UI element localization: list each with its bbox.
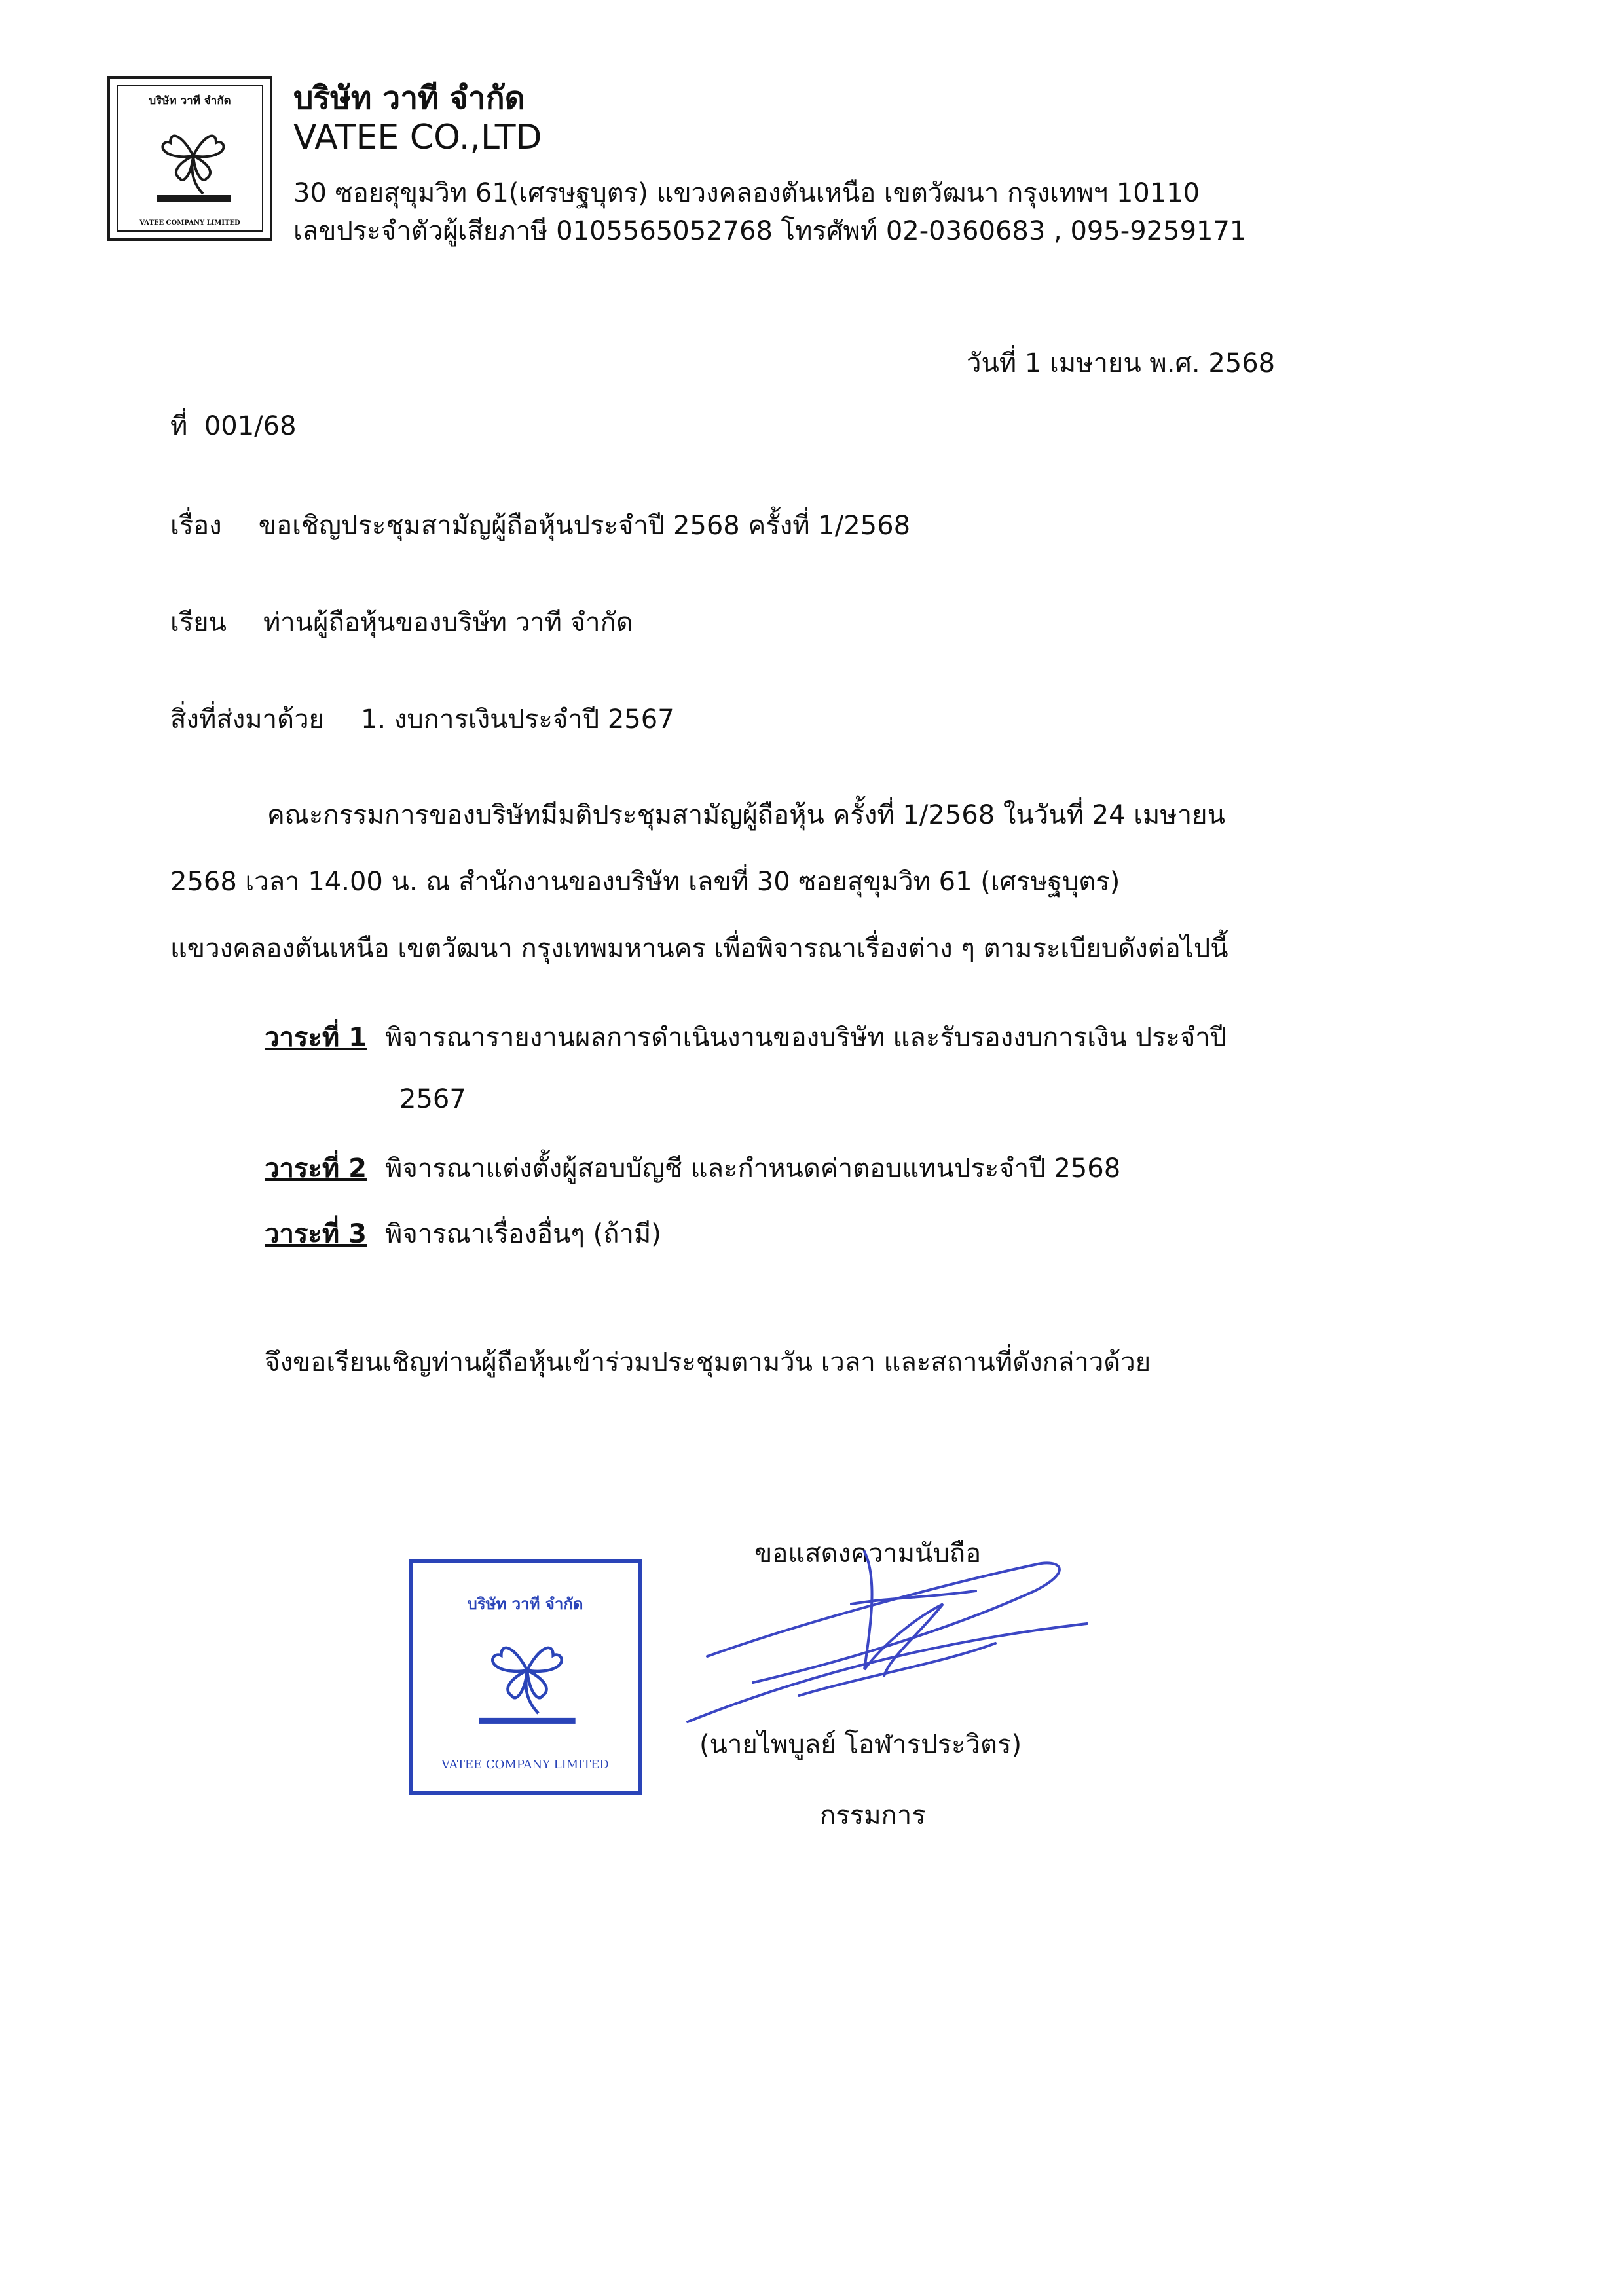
- enclosure-text: 1. งบการเงินประจำปี 2567: [360, 704, 674, 735]
- body-line-3: แขวงคลองตันเหนือ เขตวัฒนา กรุงเทพมหานคร เพื่อพิจารณาเรื่องต่าง ๆ ตามระเบียบดังต่อไปนี้: [170, 934, 1228, 964]
- reference-label: ที่: [170, 411, 188, 441]
- agenda-item-3: [265, 1212, 661, 1254]
- agenda-text: พิจารณารายงานผลการดำเนินงานของบริษัท และรับรองงบการเงิน ประจำปี: [385, 1023, 1227, 1053]
- subject-text: ขอเชิญประชุมสามัญผู้ถือหุ้นประจำปี 2568 ครั้งที่ 1/2568: [258, 511, 911, 541]
- company-name-thai: บริษัท วาที จำกัด: [293, 80, 525, 117]
- enclosure-label: สิ่งที่ส่งมาด้วย: [170, 704, 324, 735]
- agenda-label: วาระที่ 1: [265, 1023, 367, 1053]
- company-logo: [107, 76, 272, 241]
- letter-date: วันที่ 1 เมษายน พ.ศ. 2568: [967, 348, 1276, 378]
- agenda-label: วาระที่ 2: [265, 1154, 367, 1184]
- clover-icon: [144, 110, 242, 208]
- stamp-clover-icon: [471, 1618, 583, 1730]
- enclosure-line: [170, 698, 674, 740]
- recipient-label: เรียน: [170, 608, 227, 638]
- agenda-item-2: [265, 1147, 1120, 1189]
- agenda-item-1-continued: 2567: [399, 1084, 466, 1114]
- signer-name: (นายไพบูลย์ โอฬารประวิตร): [699, 1730, 1022, 1760]
- body-line-2: 2568 เวลา 14.00 น. ณ สำนักงานของบริษัท เลขที่ 30 ซอยสุขุมวิท 61 (เศรษฐบุตร): [170, 867, 1120, 897]
- subject-line: [170, 504, 910, 546]
- agenda-label: วาระที่ 3: [265, 1219, 367, 1249]
- agenda-text: พิจารณาเรื่องอื่นๆ (ถ้ามี): [385, 1219, 661, 1249]
- company-tax-phone: เลขประจำตัวผู้เสียภาษี 0105565052768 โทรศัพท์ 02-0360683 , 095-9259171: [293, 216, 1247, 246]
- agenda-text: พิจารณาแต่งตั้งผู้สอบบัญชี และกำหนดค่าตอบแทนประจำปี 2568: [385, 1154, 1121, 1184]
- company-stamp: [409, 1559, 642, 1795]
- body-line-1: คณะกรรมการของบริษัทมีมติประชุมสามัญผู้ถือหุ้น ครั้งที่ 1/2568 ในวันที่ 24 เมษายน: [267, 800, 1225, 830]
- agenda-item-1: [265, 1016, 1227, 1058]
- closing-sentence: จึงขอเรียนเชิญท่านผู้ถือหุ้นเข้าร่วมประชุมตามวัน เวลา และสถานที่ดังกล่าวด้วย: [265, 1347, 1151, 1377]
- recipient-text: ท่านผู้ถือหุ้นของบริษัท วาที จำกัด: [263, 608, 633, 638]
- subject-label: เรื่อง: [170, 511, 222, 541]
- recipient-line: [170, 601, 633, 643]
- logo-bottom-text: VATEE COMPANY LIMITED: [139, 219, 240, 227]
- closing-regards: ขอแสดงความนับถือ: [754, 1539, 982, 1569]
- stamp-top-text: บริษัท วาที จำกัด: [467, 1594, 583, 1613]
- company-name-english: VATEE CO.,LTD: [293, 118, 542, 157]
- reference-line: [170, 405, 297, 446]
- reference-number: 001/68: [204, 411, 297, 441]
- signer-position: กรรมการ: [820, 1800, 926, 1831]
- logo-top-text: บริษัท วาที จำกัด: [149, 94, 231, 107]
- stamp-bottom-text: VATEE COMPANY LIMITED: [441, 1758, 609, 1772]
- company-address: 30 ซอยสุขุมวิท 61(เศรษฐบุตร) แขวงคลองตันเหนือ เขตวัฒนา กรุงเทพฯ 10110: [293, 178, 1200, 208]
